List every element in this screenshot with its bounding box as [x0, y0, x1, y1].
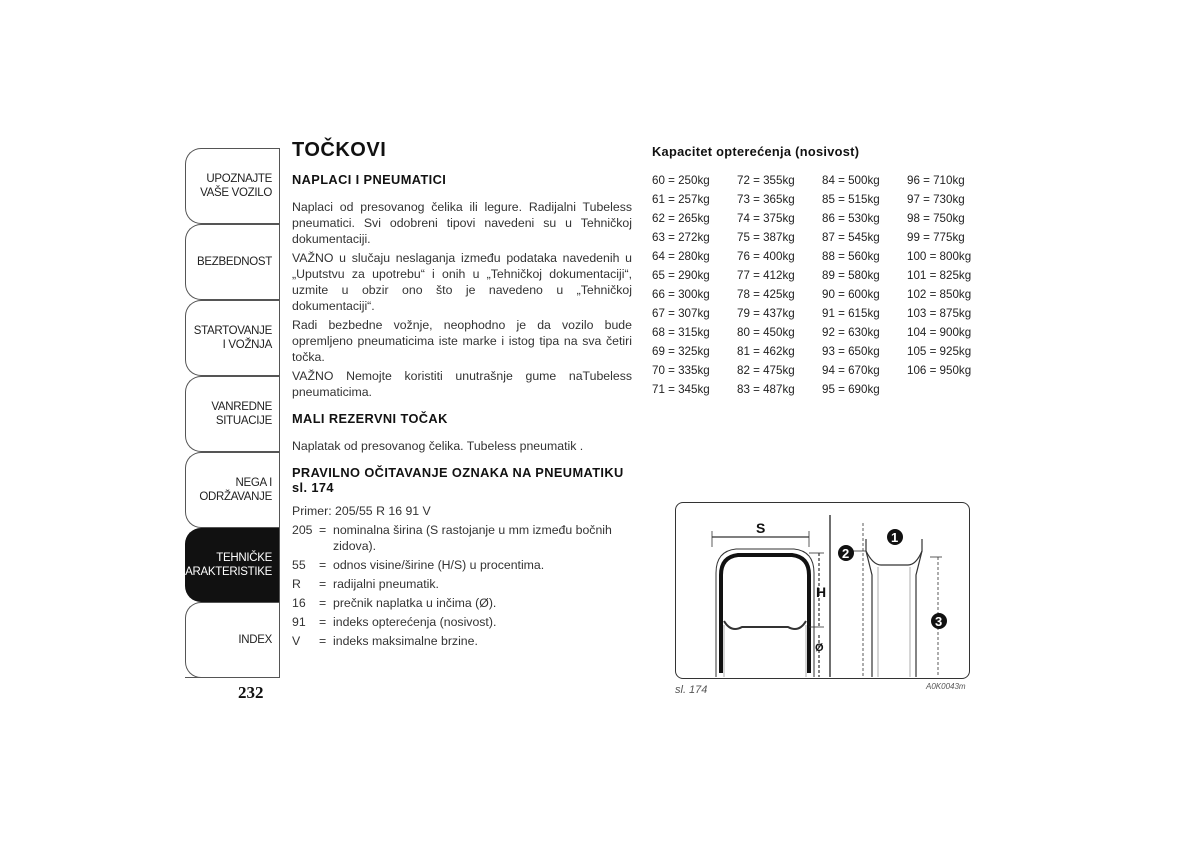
sidebar-item-label: KARAKTERISTIKE: [177, 566, 272, 578]
table-cell: 85 = 515kg: [822, 193, 880, 206]
spec-item: V = indeks maksimalne brzine.: [292, 634, 478, 648]
spec-list: [292, 522, 632, 649]
callout-3: 3: [935, 614, 943, 629]
table-cell: 79 = 437kg: [737, 307, 795, 320]
table-column: [737, 171, 822, 399]
table-cell: 76 = 400kg: [737, 250, 795, 263]
table-cell: 86 = 530kg: [822, 212, 880, 225]
sidebar-item-label: STARTOVANJE: [193, 325, 272, 337]
sidebar-item-label: BEZBEDNOST: [197, 256, 272, 268]
main-column: [292, 139, 632, 652]
paragraph: Naplatak od presovanog čelika. Tubeless pneumatik .: [292, 439, 584, 453]
table-cell: 100 = 800kg: [907, 250, 972, 263]
section-heading-rezervni: MALI REZERVNI TOČAK: [292, 411, 448, 426]
tire-diagram-figure: [675, 502, 970, 679]
table-cell: 70 = 335kg: [652, 364, 710, 377]
table-cell: 93 = 650kg: [822, 345, 880, 358]
example-text: Primer: 205/55 R 16 91 V: [292, 504, 431, 518]
table-cell: 89 = 580kg: [822, 269, 880, 282]
sidebar-item-label: INDEX: [238, 634, 272, 646]
table-cell: 63 = 272kg: [652, 231, 710, 244]
sidebar-item-bezbednost[interactable]: [185, 224, 279, 300]
table-cell: 71 = 345kg: [652, 383, 710, 396]
paragraph: VAŽNO Nemojte koristiti unutrašnje gume naTubeless pneumaticima.: [292, 369, 632, 399]
table-cell: 90 = 600kg: [822, 288, 880, 301]
table-cell: 91 = 615kg: [822, 307, 880, 320]
sidebar-item-vanredne[interactable]: [185, 376, 279, 452]
sidebar-item-label: VAŠE VOZILO: [200, 187, 272, 199]
table-cell: 96 = 710kg: [907, 174, 965, 187]
paragraph: VAŽNO u slučaju neslaganja između podataka navedenih u „Uputstvu za upotrebu“ i onih u „Tehničkoj dokumentaciji“, uzmite u obzir ono što je navedeno u „Tehničkoj dokumentaciji“.: [292, 251, 632, 313]
spec-item: 205 = nominalna širina (S rastojanje u mm između bočnih zidova).: [292, 523, 612, 553]
table-cell: 94 = 670kg: [822, 364, 880, 377]
table-cell: 81 = 462kg: [737, 345, 795, 358]
table-cell: 84 = 500kg: [822, 174, 880, 187]
table-cell: 77 = 412kg: [737, 269, 795, 282]
figure-code: A0K0043m: [926, 682, 966, 691]
load-index-table: [652, 171, 992, 399]
sidebar-item-label: VANREDNE: [211, 401, 272, 413]
table-cell: 61 = 257kg: [652, 193, 710, 206]
table-cell: 99 = 775kg: [907, 231, 965, 244]
callout-2: 2: [842, 546, 850, 561]
table-cell: 80 = 450kg: [737, 326, 795, 339]
table-cell: 98 = 750kg: [907, 212, 965, 225]
table-cell: 92 = 630kg: [822, 326, 880, 339]
spec-item: 16 = prečnik naplatka u inčima (Ø).: [292, 596, 497, 610]
table-cell: 66 = 300kg: [652, 288, 710, 301]
sidebar-bottom-rule: [185, 677, 280, 678]
paragraph: Naplaci od presovanog čelika ili legure. Radijalni Tubeless pneumatici. Svi odobreni tipovi navedeni su u Tehničkoj dokumentaciji.: [292, 200, 632, 246]
table-cell: 97 = 730kg: [907, 193, 965, 206]
table-cell: 95 = 690kg: [822, 383, 880, 396]
sidebar-item-label: I VOŽNJA: [222, 339, 272, 351]
sidebar-item-nega[interactable]: [185, 452, 279, 528]
table-cell: 87 = 545kg: [822, 231, 880, 244]
load-capacity-section: [652, 144, 992, 399]
table-cell: 75 = 387kg: [737, 231, 795, 244]
table-cell: 68 = 315kg: [652, 326, 710, 339]
sidebar-item-tehnicke[interactable]: [177, 528, 279, 602]
spec-item: 91 = indeks opterećenja (nosivost).: [292, 615, 497, 629]
table-cell: 103 = 875kg: [907, 307, 972, 320]
table-cell: 78 = 425kg: [737, 288, 795, 301]
spec-item: R = radijalni pneumatik.: [292, 577, 439, 591]
page-number: 232: [238, 683, 264, 702]
table-cell: 83 = 487kg: [737, 383, 795, 396]
callout-1: 1: [891, 530, 899, 545]
paragraph: Radi bezbedne vožnje, neophodno je da vozilo bude opremljeno pneumaticima iste marke i istog tipa na sva četiri točka.: [292, 318, 632, 364]
table-column: [907, 171, 992, 399]
table-cell: 62 = 265kg: [652, 212, 710, 225]
table-cell: 72 = 355kg: [737, 174, 795, 187]
sidebar-item-label: UPOZNAJTE: [206, 173, 272, 185]
table-cell: 101 = 825kg: [907, 269, 972, 282]
table-column: [822, 171, 907, 399]
sidebar-item-startovanje[interactable]: [185, 300, 279, 376]
sidebar-item-label: SITUACIJE: [215, 415, 272, 427]
table-column: [652, 171, 737, 399]
label-h: H: [816, 584, 827, 600]
table-cell: 67 = 307kg: [652, 307, 710, 320]
sidebar-divider: [279, 148, 280, 678]
section-heading-naplaci: NAPLACI I PNEUMATICI: [292, 172, 447, 187]
table-cell: 74 = 375kg: [737, 212, 795, 225]
table-cell: 82 = 475kg: [737, 364, 795, 377]
tire-diagram: [676, 503, 968, 677]
label-diameter: Ø: [815, 642, 824, 654]
table-cell: 102 = 850kg: [907, 288, 972, 301]
page-title: TOČKOVI: [292, 139, 387, 161]
table-cell: 65 = 290kg: [652, 269, 710, 282]
table-cell: 106 = 950kg: [907, 364, 972, 377]
table-cell: 73 = 365kg: [737, 193, 795, 206]
figure-caption: sl. 174: [675, 684, 708, 696]
spec-item: 55 = odnos visine/širine (H/S) u procentima.: [292, 558, 545, 572]
table-cell: 104 = 900kg: [907, 326, 972, 339]
label-s: S: [756, 520, 766, 536]
table-cell: 60 = 250kg: [652, 174, 710, 187]
table-title: Kapacitet opterećenja (nosivost): [652, 144, 860, 159]
sidebar-item-upoznajte[interactable]: [185, 148, 279, 224]
table-cell: 64 = 280kg: [652, 250, 710, 263]
sidebar-item-label: TEHNIČKE: [216, 552, 272, 564]
table-cell: 69 = 325kg: [652, 345, 710, 358]
section-heading-oznake: PRAVILNO OČITAVANJE OZNAKA NA PNEUMATIKU sl. 174: [292, 465, 624, 495]
table-cell: 105 = 925kg: [907, 345, 972, 358]
sidebar-item-label: ODRŽAVANJE: [199, 491, 272, 503]
sidebar-item-index[interactable]: [185, 602, 279, 678]
table-cell: 88 = 560kg: [822, 250, 880, 263]
sidebar-item-label: NEGA I: [235, 477, 272, 489]
